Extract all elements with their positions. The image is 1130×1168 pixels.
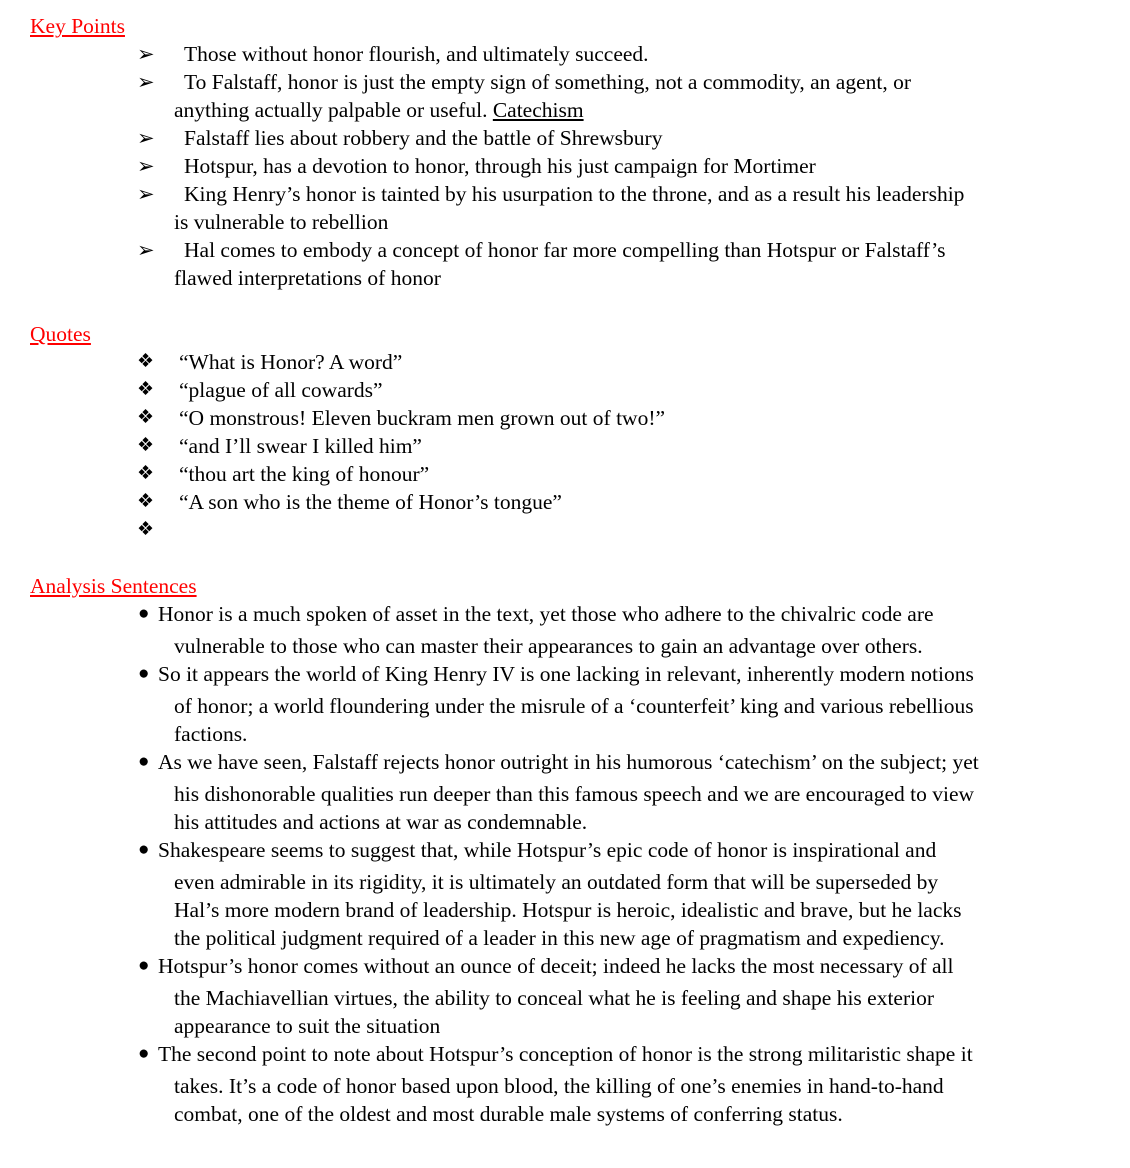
analysis-text: So it appears the world of King Henry IV is one lacking in relevant, inherently modern notions: [158, 662, 974, 686]
key-point-text: is vulnerable to rebellion: [174, 210, 389, 234]
key-point-text: Hal comes to embody a concept of honor far more compelling than Hotspur or Falstaff’s: [184, 238, 946, 262]
analysis-text: the political judgment required of a leader in this new age of pragmatism and expediency.: [174, 926, 945, 950]
analysis-text: his dishonorable qualities run deeper than this famous speech and we are encouraged to view: [174, 782, 975, 806]
key-point-text: flawed interpretations of honor: [174, 266, 441, 290]
quote-text: “and I’ll swear I killed him”: [179, 434, 422, 458]
arrow-bullet-icon: ➢: [137, 154, 155, 178]
analysis-text: combat, one of the oldest and most durable male systems of conferring status.: [174, 1102, 843, 1126]
arrow-bullet-icon: ➢: [137, 182, 155, 206]
key-point-text: anything actually palpable or useful.: [174, 98, 493, 122]
dot-bullet-icon: ●: [138, 1043, 150, 1064]
analysis-text: Hotspur’s honor comes without an ounce of deceit; indeed he lacks the most necessary of all: [158, 954, 954, 978]
key-point-text: King Henry’s honor is tainted by his usurpation to the throne, and as a result his leadership: [184, 182, 965, 206]
key-point-text: Hotspur, has a devotion to honor, through his just campaign for Mortimer: [184, 154, 816, 178]
quotes-heading: Quotes: [30, 322, 91, 346]
analysis-text: Shakespeare seems to suggest that, while Hotspur’s epic code of honor is inspirational and: [158, 838, 937, 862]
key-points-heading: Key Points: [30, 14, 125, 38]
analysis-text: of honor; a world floundering under the misrule of a ‘counterfeit’ king and various rebellious: [174, 694, 974, 718]
dot-bullet-icon: ●: [138, 839, 150, 860]
key-point-text: Falstaff lies about robbery and the battle of Shrewsbury: [184, 126, 663, 150]
analysis-text: Hal’s more modern brand of leadership. Hotspur is heroic, idealistic and brave, but he lacks: [174, 898, 962, 922]
diamond-bullet-icon: ❖: [137, 407, 155, 428]
dot-bullet-icon: ●: [138, 955, 150, 976]
diamond-bullet-icon: ❖: [137, 463, 155, 484]
diamond-bullet-icon: ❖: [137, 379, 155, 400]
dot-bullet-icon: ●: [138, 751, 150, 772]
analysis-text: even admirable in its rigidity, it is ultimately an outdated form that will be superseded by: [174, 870, 939, 894]
diamond-bullet-icon: ❖: [137, 351, 155, 372]
quote-text: “O monstrous! Eleven buckram men grown out of two!”: [179, 406, 666, 430]
key-point-text: Those without honor flourish, and ultimately succeed.: [184, 42, 649, 66]
quote-text: “A son who is the theme of Honor’s tongue”: [179, 490, 562, 514]
arrow-bullet-icon: ➢: [137, 238, 155, 262]
diamond-bullet-icon: ❖: [137, 519, 155, 540]
analysis-text: vulnerable to those who can master their appearances to gain an advantage over others.: [174, 634, 923, 658]
quote-text: “thou art the king of honour”: [179, 462, 430, 486]
analysis-heading: Analysis Sentences: [30, 574, 197, 598]
analysis-text: his attitudes and actions at war as condemnable.: [174, 810, 588, 834]
key-point-text: To Falstaff, honor is just the empty sign of something, not a commodity, an agent, or: [184, 70, 912, 94]
arrow-bullet-icon: ➢: [137, 126, 155, 150]
analysis-text: The second point to note about Hotspur’s conception of honor is the strong militaristic shape it: [158, 1042, 973, 1066]
analysis-text: Honor is a much spoken of asset in the text, yet those who adhere to the chivalric code are: [158, 602, 934, 626]
catechism-link[interactable]: Catechism: [492, 98, 584, 122]
analysis-text: the Machiavellian virtues, the ability to conceal what he is feeling and shape his exterior: [174, 986, 935, 1010]
arrow-bullet-icon: ➢: [137, 70, 155, 94]
quote-text: “plague of all cowards”: [179, 378, 383, 402]
arrow-bullet-icon: ➢: [137, 42, 155, 66]
analysis-text: factions.: [174, 722, 248, 746]
diamond-bullet-icon: ❖: [137, 491, 155, 512]
analysis-text: appearance to suit the situation: [174, 1014, 441, 1038]
quote-text: “What is Honor? A word”: [179, 350, 403, 374]
analysis-text: As we have seen, Falstaff rejects honor outright in his humorous ‘catechism’ on the subject; yet: [158, 750, 979, 774]
dot-bullet-icon: ●: [138, 663, 150, 684]
diamond-bullet-icon: ❖: [137, 435, 155, 456]
dot-bullet-icon: ●: [138, 603, 150, 624]
analysis-text: takes. It’s a code of honor based upon blood, the killing of one’s enemies in hand-to-hand: [174, 1074, 944, 1098]
